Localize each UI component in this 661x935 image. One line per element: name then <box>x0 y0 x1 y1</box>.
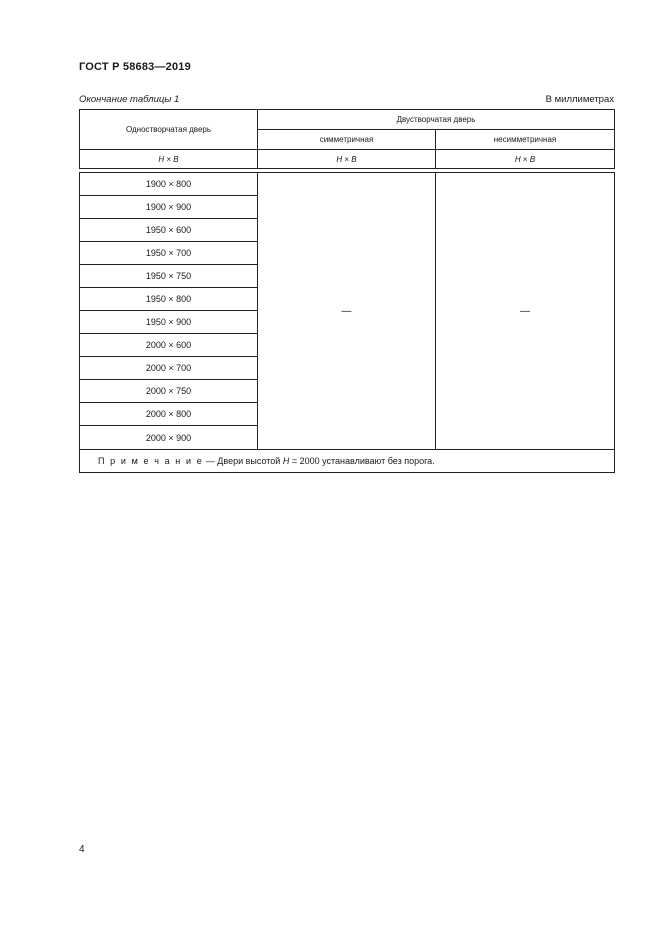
dimension-label-single: H × B <box>80 150 258 169</box>
single-door-header: Одностворчатая дверь <box>80 110 258 150</box>
size-cell: 2000 × 800 <box>80 403 258 426</box>
dimension-label-symmetric: H × B <box>258 150 436 169</box>
size-cell: 1900 × 900 <box>80 196 258 219</box>
door-sizes-table <box>79 109 615 473</box>
symmetric-header: симметричная <box>258 130 436 150</box>
table-note: П р и м е ч а н и е — Двери высотой H = 2000 устанавливают без порога. <box>80 450 615 473</box>
size-cell: 2000 × 700 <box>80 357 258 380</box>
size-cell: 1950 × 750 <box>80 265 258 288</box>
size-cell: 2000 × 750 <box>80 380 258 403</box>
dimension-label-asymmetric: H × B <box>436 150 615 169</box>
size-cell: 2000 × 600 <box>80 334 258 357</box>
size-cell: 1900 × 800 <box>80 173 258 196</box>
page-number: 4 <box>79 844 85 855</box>
size-cell: 1950 × 800 <box>80 288 258 311</box>
size-cell: 1950 × 700 <box>80 242 258 265</box>
units-caption: В миллиметрах <box>545 94 614 105</box>
size-cell: 1950 × 600 <box>80 219 258 242</box>
size-cell: 1950 × 900 <box>80 311 258 334</box>
asymmetric-header: несимметричная <box>436 130 615 150</box>
double-door-header: Двустворчатая дверь <box>258 110 615 130</box>
asymmetric-value: — <box>436 173 615 450</box>
symmetric-value: — <box>258 173 436 450</box>
document-header: ГОСТ Р 58683—2019 <box>79 61 191 73</box>
size-cell: 2000 × 900 <box>80 426 258 450</box>
table-continuation-caption: Окончание таблицы 1 <box>79 94 180 105</box>
